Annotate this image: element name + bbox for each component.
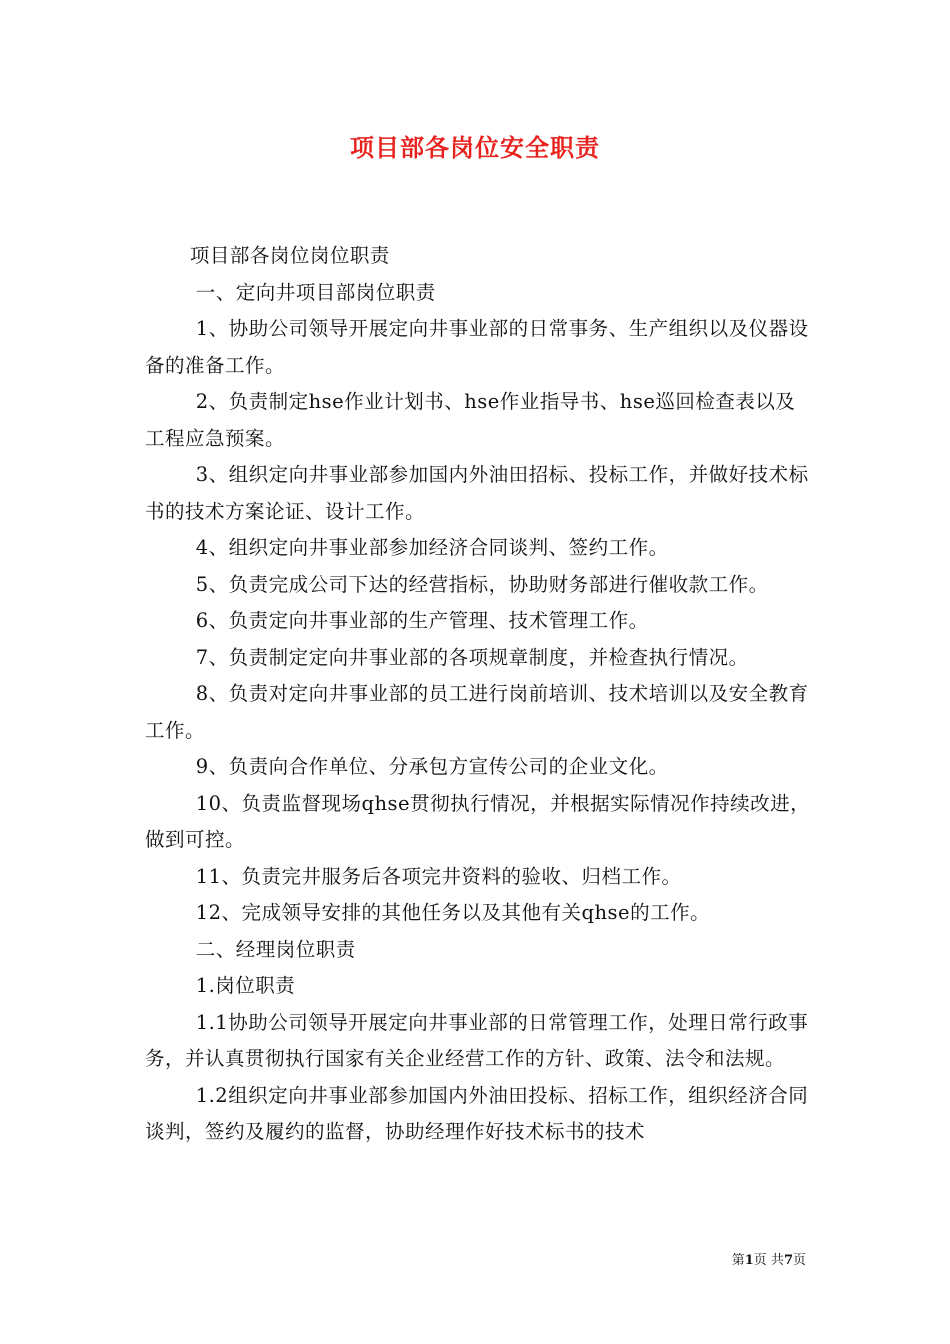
- paragraph-item-10: 10、负责监督现场qhse贯彻执行情况，并根据实际情况作持续改进，做到可控。: [145, 791, 811, 851]
- paragraph-heading-2: 二、经理岗位职责: [195, 937, 356, 961]
- footer-total-pages: 7: [783, 1253, 793, 1268]
- footer-suffix: 页: [792, 1253, 806, 1268]
- paragraph-section-intro: 项目部各岗位岗位职责: [189, 244, 390, 267]
- paragraph-subheading-1: 1.岗位职责: [195, 974, 296, 997]
- paragraph-item-8: 8、负责对定向井事业部的员工进行岗前培训、技术培训以及安全教育工作。: [145, 682, 809, 742]
- paragraph-item-1-2: 1.2组织定向井事业部参加国内外油田投标、招标工作，组织经济合同谈判，签约及履约的监督，协助经理作好技术标书的技术: [145, 1083, 809, 1143]
- document-body: [145, 238, 813, 1151]
- paragraph-item-12: 12、完成领导安排的其他任务以及其他有关qhse的工作。: [195, 901, 711, 924]
- page-footer: [0, 1249, 806, 1268]
- footer-prefix: 第: [731, 1253, 745, 1268]
- footer-middle: 页 共: [753, 1253, 784, 1268]
- page-title: 项目部各岗位安全职责: [350, 133, 600, 162]
- footer-current-page: 1: [744, 1253, 754, 1268]
- paragraph-item-11: 11、负责完井服务后各项完井资料的验收、归档工作。: [195, 864, 682, 888]
- paragraph-item-9: 9、负责向合作单位、分承包方宣传公司的企业文化。: [195, 755, 669, 778]
- paragraph-item-1: 1、协助公司领导开展定向井事业部的日常事务、生产组织以及仪器设备的准备工作。: [145, 317, 809, 377]
- paragraph-item-6: 6、负责定向井事业部的生产管理、技术管理工作。: [195, 609, 649, 632]
- paragraph-item-7: 7、负责制定定向井事业部的各项规章制度，并检查执行情况。: [195, 645, 749, 669]
- paragraph-item-1-1: 1.1协助公司领导开展定向井事业部的日常管理工作，处理日常行政事务，并认真贯彻执行国家有关企业经营工作的方针、政策、法令和法规。: [145, 1010, 809, 1070]
- paragraph-heading-1: 一、定向井项目部岗位职责: [195, 280, 436, 304]
- paragraph-item-5: 5、负责完成公司下达的经营指标，协助财务部进行催收款工作。: [195, 572, 769, 596]
- paragraph-item-3: 3、组织定向井事业部参加国内外油田招标、投标工作，并做好技术标书的技术方案论证、设计工作。: [145, 463, 809, 523]
- paragraph-item-2: 2、负责制定hse作业计划书、hse作业指导书、hse巡回检查表以及工程应急预案。: [145, 390, 796, 450]
- paragraph-item-4: 4、组织定向井事业部参加经济合同谈判、签约工作。: [195, 536, 669, 559]
